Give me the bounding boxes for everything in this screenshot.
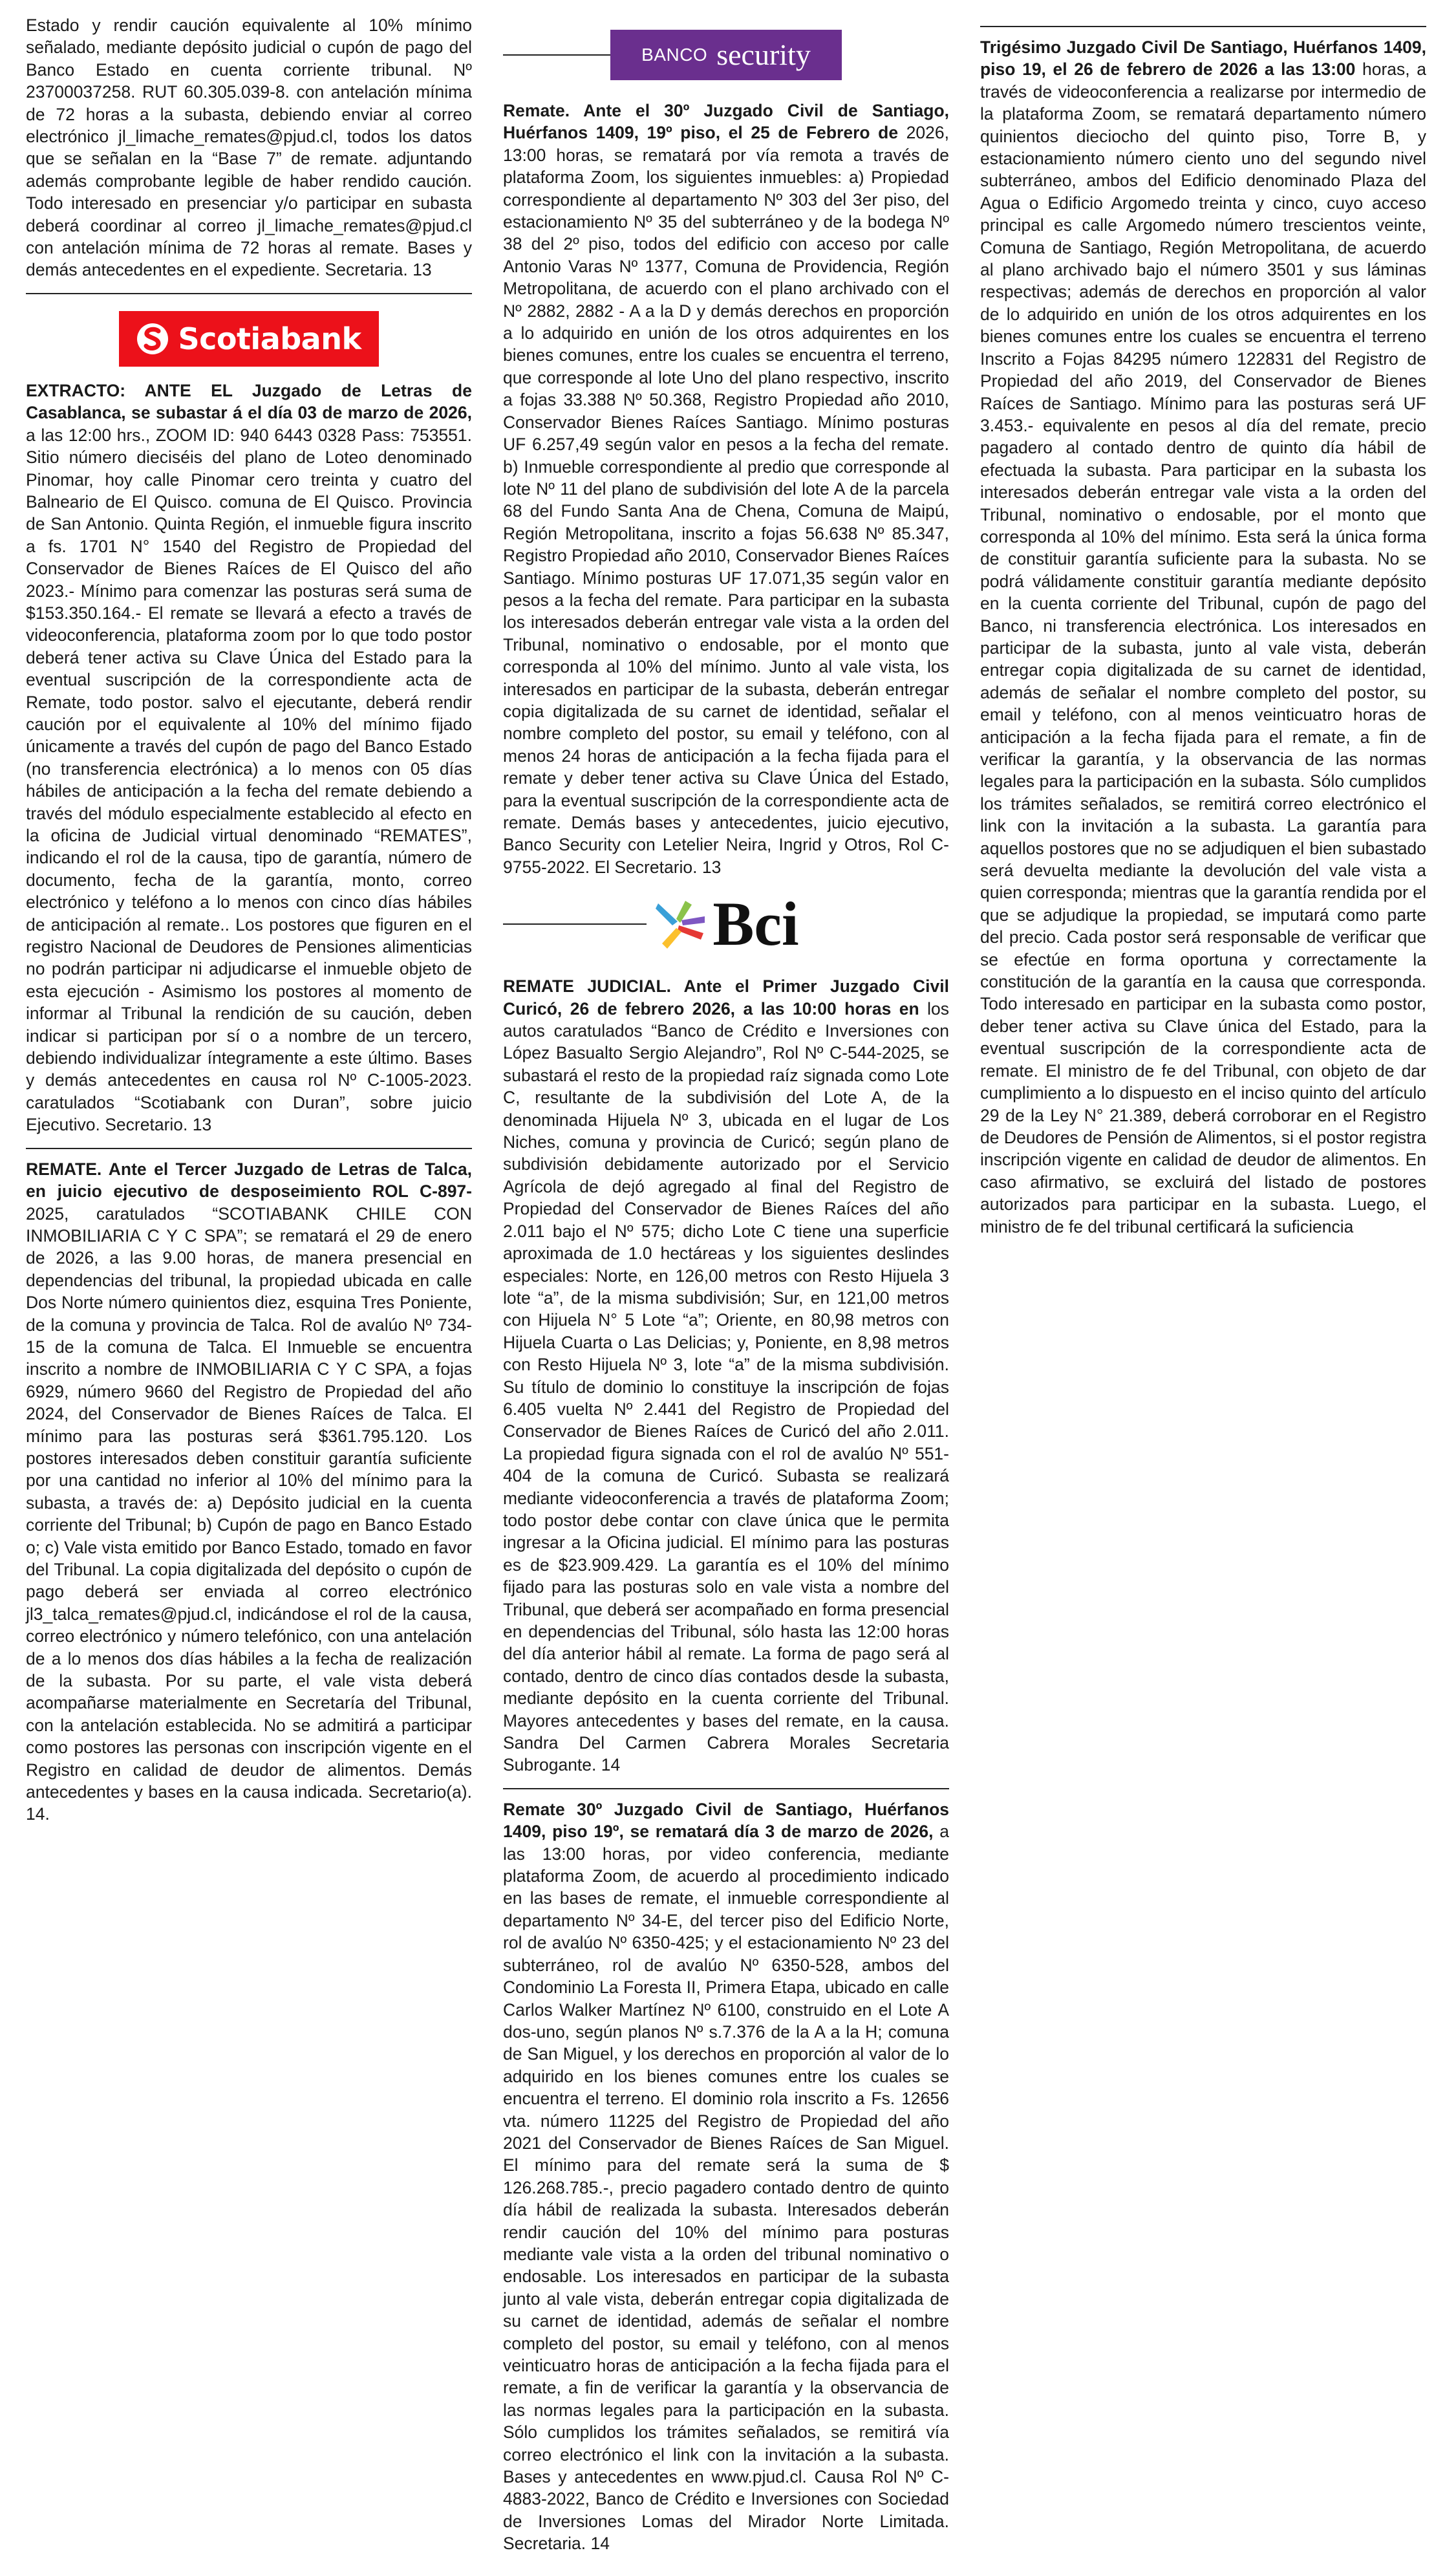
notice-body: a las 12:00 hrs., ZOOM ID: 940 6443 0328 Pass: 753551. Sitio número dieciséis del plano de Loteo denominado Pinomar, hoy calle Pinomar cero treinta y cuatro del Balneario de El Quisco. comuna de El Quisco. Provincia de San Antonio. Quinta Región, el inmueble figura inscrito a fs. 1701 N° 1540 del Registro de Propiedad del Conservador de Bienes Raíces de El Quisco del año 2023.- Mínimo para comenzar las posturas será suma de $153.350.164.- El remate se llevará a efecto a través de videoconferencia, plataforma zoom por lo que todo postor deberá tener activa su Clave Única del Estado para la eventual suscripción de la correspondiente acta de Remate, todo postor. salvo el ejecutante, deberá rendir caución por el equivalente al 10% del mínimo fijado únicamente a través del cupón de pago del Banco Estado (no transferencia electrónica) a lo menos con 05 días hábiles de anticipación a la fecha del remate debiendo a través del módulo especialmente establecido al efecto en la oficina de Judicial virtual denominado “REMATES”, indicando el rol de la causa, tipo de garantía, número de documento, fecha de la garantía, monto, correo electrónico y teléfono a lo menos con cinco días hábiles de anticipación al remate.. Los postores que figuren en el registro Nacional de Deudores de Pensiones alimenticias no podrán participar ni adjudicarse el inmueble objeto de esta ejecución - Asimismo los postores al momento de informar al Tribunal la rendición de su caución, deben indicar si participan por sí o a nombre de un tercero, debiendo individualizar íntegramente a este último. Bases y demás antecedentes en causa rol Nº C-1005-2023. caratulados “Scotiabank con Duran”, sobre juicio Ejecutivo. Secretario. 13 <box>26 425 472 1135</box>
notice-lead: Trigésimo Juzgado Civil De Santiago, Huérfanos 1409, piso 19, el 26 de febrero de 2026 a las 13:00 <box>980 38 1426 80</box>
notice-lead: Remate. Ante el 30º Juzgado Civil de Santiago, Huérfanos 1409, 19º piso, el 25 de Febrero de <box>503 101 949 143</box>
notice-lead: EXTRACTO: ANTE EL Juzgado de Letras de Casablanca, se subastar á el día 03 de marzo de 2026, <box>26 380 472 423</box>
divider <box>503 54 610 56</box>
notice-santiago-30-mar3 <box>503 1798 949 2555</box>
notice-body: horas, a través de videoconferencia a realizarse por intermedio de la plataforma Zoom, se rematará departamento número quinientos dieciocho del quinto piso, Torre B, y estacionamiento número ciento uno del segundo nivel subterráneo, ambos del Edificio denominado Plaza del Agua o Edificio Argomedo treinta y cinco, cuyo acceso principal es calle Argomedo número trescientos veinte, Comuna de Santiago, Región Metropolitana, de acuerdo al plano archivado bajo el número 3501 y sus láminas respectivas; además de derechos en proporción al valor de lo adquirido en unión de los otros adquirentes en los bienes comunes entre los cuales se encuentra el terreno Inscrito a Fojas 84295 número 122831 del Registro de Propiedad del año 2019, del Conservador de Bienes Raíces de Santiago. Mínimo para las posturas será UF 3.453.- equivalente en pesos al día del remate, precio pagadero al contado dentro de quinto día hábil de efectuada la subasta. Para participar en la subasta los interesados deberán entregar vale vista a la orden del Tribunal, nominativo o endosable, por el monto que corresponda al 10% del mínimo. Esta será la única forma de constituir garantía suficiente para la subasta. No se podrá válidamente constituir garantía mediante depósito en la cuenta corriente del Tribunal, cupón de pago del Banco, ni transferencia electrónica. Los interesados en participar de la subasta, junto al vale vista, deberán entregar copia digitalizada de su carnet de identidad, además de señalar el nombre completo del postor, su email y teléfono, con al menos veinticuatro horas de anticipación a la fecha fijada para el remate, a fin de verificar la garantía, y la observancia de las normas legales para la participación en la subasta. Sólo cumplidos los trámites señalados, se remitirá correo electrónico el link con la invitación a la subasta. La garantía para aquellos postores que no se adjudiquen el bien subastado será devuelta mediante la devolución del vale vista a quien corresponda; mientras que la garantía rendida por el que se adjudique la propiedad, se imputará como parte del precio. Cada postor será responsable de verificar que se efectúe en forma oportuna y correctamente la constitución de la garantía en la causa que corresponda. Todo interesado en participar en la subasta como postor, deber tener activa su Clave única del Estado, para la eventual suscripción de la correspondiente acta de remate. El ministro de fe del Tribunal, con objeto de dar cumplimiento a lo dispuesto en el inciso quinto del artículo 29 de la Ley N° 21.389, deberá corroborar en el Registro de Deudores de Pensión de Alimentos, si el postor registra inscripción vigente en calidad de deudor de alimentos. En caso afirmativo, se excluirá del listado de postores autorizados para participar en la subasta. Luego, el ministro de fe del tribunal certificará la suficiencia <box>980 59 1426 1236</box>
spacer <box>842 54 949 56</box>
banco-security-logo <box>610 30 842 80</box>
spacer <box>806 923 949 925</box>
banco-security-word-b: security <box>716 38 811 71</box>
notice-curico <box>503 975 949 1776</box>
divider <box>26 1148 472 1149</box>
column-1 <box>26 14 472 2077</box>
notice-limache-continued <box>26 14 472 281</box>
divider <box>26 293 472 294</box>
scotiabank-wordmark: Scotiabank <box>178 321 361 356</box>
divider <box>980 26 1426 27</box>
banco-security-ad-header <box>503 30 949 80</box>
notice-body: a las 13:00 horas, por video conferencia, mediante plataforma Zoom, de acuerdo al procedimiento indicado en las bases de remate, el inmueble correspondiente al departamento Nº 34-E, del tercer piso del Edificio Norte, rol de avalúo Nº 6350-425; y el estacionamiento Nº 23 del subterráneo, rol de avalúo Nº 6350-528, ambos del Condominio La Foresta II, Primera Etapa, ubicado en calle Carlos Walker Martínez Nº 6100, construido en el Lote A dos-uno, según planos Nº s.7.376 de la A a la H; comuna de San Miguel, y los derechos en proporción al valor de lo adquirido en los bienes comunes entre los cuales se encuentra el terreno. El dominio rola inscrito a Fs. 12656 vta. número 11225 del Registro de Propiedad del año 2021 del Conservador de Bienes Raíces de San Miguel. El mínimo para del remate será la suma de $ 126.268.785.-, precio pagadero contado dentro de quinto día hábil de realizada la subasta. Interesados deberán rendir caución del 10% del mínimo para posturas mediante vale vista a la orden del tribunal nominativo o endosable. Los interesados en participar de la subasta junto al vale vista, deberán entregar copia digitalizada de su carnet de identidad, además de señalar el nombre completo del postor, su email y teléfono, con al menos veinticuatro horas de anticipación a la fecha fijada para el remate, a fin de verificar la garantía y la observancia de las normas legales para la participación en la subasta. Sólo cumplidos los trámites señalados, se remitirá vía correo electrónico el link con la invitación a la subasta. Bases y antecedentes en www.pjud.cl. Causa Rol Nº C-4883-2022, Banco de Crédito e Inversiones con Sociedad de Inversiones Lomas del Mirador Norte Limitada. Secretaria. 14 <box>503 1822 949 2554</box>
notice-santiago-30-feb26 <box>980 36 1426 1238</box>
notice-body: 2026, 13:00 horas, se rematará por vía remota a través de plataforma Zoom, los siguientes inmuebles: a) Propiedad correspondiente al departamento Nº 303 del 3er piso, del estacionamiento Nº 35 del subterráneo y de la bodega Nº 38 del 2º piso, todos del edificio con acceso por calle Antonio Varas Nº 1377, Comuna de Providencia, Región Metropolitana, de acuerdo con el plano archivado con el Nº 2882, 2882 - A a la D y demás derechos en proporción a lo adquirido en unión de los otros adquirentes en los bienes comunes, entre los cuales se encuentra el terreno, que corresponde al lote Uno del plano respectivo, inscrito a fojas 33.388 Nº 50.368, Registro Propiedad año 2010, Conservador Bienes Raíces Santiago. Mínimo posturas UF 6.257,49 según valor en pesos a la fecha del remate. b) Inmueble correspondiente al predio que corresponde al lote Nº 11 del plano de subdivisión del lote A de la parcela 68 del Fundo Santa Ana de Chena, Comuna de Maipú, Región Metropolitana, inscrito a fojas 56.638 Nº 85.347, Registro Propiedad año 2010, Conservador Bienes Raíces Santiago. Mínimo posturas UF 17.071,35 según valor en pesos a la fecha del remate. Para participar en la subasta los interesados deberán entregar vale vista a la orden del Tribunal, nominativo o endosable, por el monto que corresponda al 10% del mínimo. Junto al vale vista, los interesados en participar de la subasta, deberán entregar copia digitalizada de su carnet de identidad, señalar el nombre completo del postor, su email y teléfono, con al menos 24 horas de anticipación a la fecha fijada para el remate y deber tener activa su Clave Única del Estado, para la eventual suscripción de la correspondiente acta de remate. Demás bases y antecedentes, juicio ejecutivo, Banco Security con Letelier Neira, Ingrid y Otros, Rol C-9755-2022. El Secretario. 13 <box>503 123 949 877</box>
notice-lead: REMATE. Ante el Tercer Juzgado de Letras de Talca, en juicio ejecutivo de desposeimiento ROL C-897- <box>26 1159 472 1202</box>
divider <box>503 1788 949 1789</box>
bci-wordmark: Bci <box>712 889 799 959</box>
scotiabank-ad-header <box>26 311 472 367</box>
notice-casablanca <box>26 380 472 1136</box>
notice-body: los autos caratulados “Banco de Crédito e Inversiones con López Basualto Sergio Alejandro”, Rol Nº C-544-2025, se subastará el resto de la propiedad raíz signada como Lote C, resultante de la subdivisión del Lote A, de la denominada Hijuela Nº 3, ubicada en el lugar de Los Niches, comuna y provincia de Curicó; según plano de subdivisión debidamente autorizado por el Servicio Agrícola de dejó agregado al final del Registro de Propiedad del Conservador de Bienes Raíces del año 2.011 bajo el Nº 575; dicho Lote C tiene una superficie aproximada de 1.0 hectáreas y los siguientes deslindes especiales: Norte, en 126,00 metros con Resto Hijuela 3 lote “a”, de la misma subdivisión; Sur, en 121,00 metros con Hijuela N° 5 Lote “a”; Oriente, en 80,98 metros con Hijuela Cuarta o Las Delicias; y, Poniente, en 8,98 metros con Resto Hijuela Nº 3, lote “a” de la misma subdivisión. Su título de dominio lo constituye la inscripción de fojas 6.405 vuelta Nº 2.441 del Registro de Propiedad del Conservador de Bienes Raíces de Curicó del año 2.011. La propiedad figura signada con el rol de avalúo Nº 551-404 de la comuna de Curicó. Subasta se realizará mediante videoconferencia a través de plataforma Zoom; todo postor debe contar con clave única que le permita ingresar a la Oficina judicial. El mínimo para las posturas es de $23.909.429. La garantía es el 10% del mínimo fijado para las posturas solo en vale vista a nombre del Tribunal, que deberá ser acompañado en forma presencial en dependencias del Tribunal, sólo hasta las 12:00 horas del día anterior hábil al remate. La forma de pago será al contado, dentro de cinco días contados desde la subasta, mediante depósito en la cuenta corriente del Tribunal. Mayores antecedentes y bases del remate, en la causa. Sandra Del Carmen Cabrera Morales Secretaria Subrogante. 14 <box>503 998 949 1775</box>
notice-talca <box>26 1158 472 1826</box>
column-3 <box>980 14 1426 2077</box>
scotiabank-s-icon <box>136 321 169 357</box>
bci-logo <box>647 889 805 959</box>
column-2 <box>503 14 949 2554</box>
scotiabank-logo <box>119 311 379 367</box>
banco-security-word-a: BANCO <box>641 44 708 65</box>
notice-body: 2025, caratulados “SCOTIABANK CHILE CON INMOBILIARIA C Y C SPA”; se rematará el 29 de enero de 2026, a las 9.00 horas, de manera presencial en dependencias del tribunal, la propiedad ubicada en calle Dos Norte número quinientos diez, esquina Tres Poniente, de la comuna y provincia de Talca. Rol de avalúo Nº 734-15 de la comuna de Talca. El Inmueble se encuentra inscrito a nombre de INMOBILIARIA C Y C SPA, a fojas 6929, número 9660 del Registro de Propiedad del año 2024, del Conservador de Bienes Raíces de Talca. El mínimo para las posturas será $361.795.120. Los postores interesados deben constituir garantía suficiente por una cantidad no inferior al 10% del mínimo para la subasta, a través de: a) Depósito judicial en la cuenta corriente del Tribunal; b) Cupón de pago en Banco Estado o; c) Vale vista emitido por Banco Estado, tomado en favor del Tribunal. La copia digitalizada del depósito o cupón de pago deberá ser enviada al correo electrónico jl3_talca_remates@pjud.cl, indicándose el rol de la causa, correo electrónico y número telefónico, con una antelación de a lo menos dos días hábiles a la fecha de realización de la subasta. Por su parte, el vale vista deberá acompañarse materialmente en Secretaría del Tribunal, con la antelación establecida. No se admitirá a participar como postores las personas con inscripción vigente en el Registro en calidad de deudor de alimentos. Demás antecedentes y bases en la causa indicada. Secretario(a). 14. <box>26 1203 472 1824</box>
divider <box>503 923 647 925</box>
notice-santiago-30-feb25 <box>503 100 949 878</box>
notice-lead: REMATE JUDICIAL. Ante el Primer Juzgado Civil Curicó, 26 de febrero 2026, a las 10:00 horas en <box>503 976 949 1019</box>
notice-lead: Remate 30º Juzgado Civil de Santiago, Huérfanos 1409, piso 19º, se rematará día 3 de marzo de 2026, <box>503 1799 949 1842</box>
notice-body: Estado y rendir caución equivalente al 10% mínimo señalado, mediante depósito judicial o cupón de pago del Banco Estado en cuenta corriente tribunal. Nº 23700037258. RUT 60.305.039-8. con antelación mínima de 72 horas a la subasta, debiendo enviar al correo electrónico jl_limache_remates@pjud.cl, todos los datos que se señalan en la “Base 7” de remate. adjuntando además comprobante legible de haber rendido caución. Todo interesado en presenciar y/o participar en subasta deberá coordinar al correo jl_limache_remates@pjud.cl con antelación mínima de 72 horas al remate. Bases y demás antecedentes en el expediente. Secretaria. 13 <box>26 16 472 280</box>
bci-star-icon <box>653 897 707 951</box>
bci-ad-header <box>503 889 949 959</box>
